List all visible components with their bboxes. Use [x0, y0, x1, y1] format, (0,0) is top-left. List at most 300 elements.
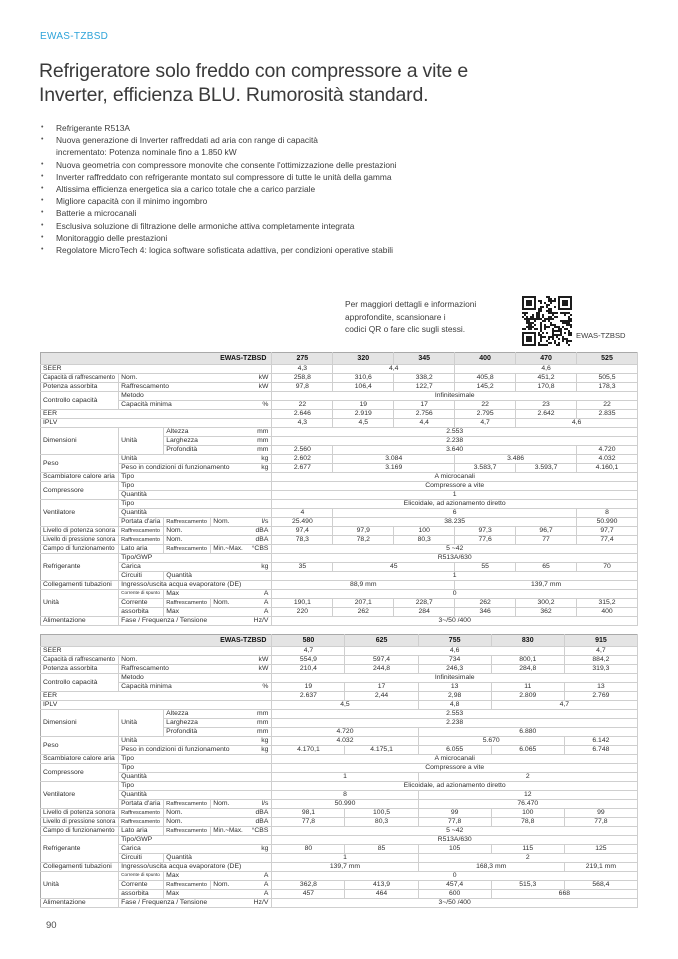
- spec-value-text: 50.990: [334, 800, 356, 807]
- feature-text: Refrigerante R513A: [56, 123, 131, 133]
- size-column-header: 470: [516, 353, 577, 365]
- spec-value-text: 258,8: [293, 374, 311, 381]
- spec-value: [272, 392, 638, 401]
- row-label-text: Unità: [121, 737, 137, 744]
- spec-value: [272, 554, 638, 563]
- spec-value: [564, 737, 637, 746]
- row-label-text: Unità: [121, 455, 137, 462]
- row-label-text: Nom.: [213, 800, 230, 807]
- unit-label: Hz/V: [246, 899, 272, 908]
- spec-value-text: A microcanali: [434, 473, 475, 480]
- row-label: [41, 410, 246, 419]
- spec-value-text: 1: [343, 773, 347, 780]
- spec-value-text: 98,1: [301, 809, 316, 816]
- row-label: [41, 527, 119, 536]
- spec-value-text: 6.748: [592, 746, 610, 753]
- spec-value: [333, 365, 455, 374]
- bullet-icon: •: [41, 209, 44, 217]
- row-label-text: Tipo: [121, 482, 135, 489]
- spec-value-text: 2.560: [293, 446, 311, 453]
- spec-value: [418, 818, 491, 827]
- feature-item: [41, 171, 521, 183]
- spec-row: [41, 674, 638, 683]
- row-label-text: Tipo: [121, 755, 135, 762]
- row-label-text: Potenza assorbita: [43, 665, 98, 672]
- spec-value: [418, 854, 637, 863]
- spec-table: [40, 634, 638, 908]
- row-label-text: Raffrescamento: [166, 882, 207, 888]
- row-label-text: Nom.: [166, 809, 183, 816]
- spec-value: [455, 581, 638, 590]
- unit-label: mm: [246, 437, 272, 446]
- spec-value-text: 100: [418, 527, 430, 534]
- feature-item: [41, 134, 521, 158]
- spec-value-text: 88,9 mm: [350, 581, 377, 588]
- spec-value-text: Elicoidale, ad azionamento diretto: [403, 500, 506, 507]
- spec-row: [41, 464, 638, 473]
- row-label-text: assorbita: [121, 608, 149, 615]
- row-label-text: Raffrescamento: [166, 519, 208, 525]
- spec-value-text: 5 ~42: [446, 827, 464, 834]
- spec-value: [418, 800, 637, 809]
- row-label-text: Metodo: [121, 392, 144, 399]
- spec-value: [418, 773, 637, 782]
- feature-item: [41, 220, 521, 232]
- unit-label: %: [246, 401, 272, 410]
- spec-value: [418, 701, 491, 710]
- spec-value-text: 2.809: [519, 692, 537, 699]
- row-label-text: Compressore: [43, 768, 84, 776]
- spec-value-text: 4,5: [340, 701, 350, 708]
- spec-value-text: 45: [389, 563, 398, 570]
- spec-value: [272, 710, 638, 719]
- spec-value: [272, 845, 345, 854]
- spec-value: [516, 536, 577, 545]
- row-label: [164, 590, 246, 599]
- spec-value: [455, 410, 516, 419]
- spec-row: [41, 845, 638, 854]
- row-label: [119, 473, 246, 482]
- spec-value: [345, 881, 418, 890]
- spec-value-text: 97,4: [295, 527, 309, 534]
- spec-row: [41, 491, 638, 500]
- spec-value-text: 4,7: [559, 701, 570, 708]
- feature-item: [41, 183, 521, 195]
- spec-value-text: 2: [525, 773, 530, 780]
- spec-value: [333, 599, 394, 608]
- unit-label: [246, 692, 272, 701]
- spec-value-text: 451,2: [537, 374, 555, 381]
- row-label-text: Livello di potenza sonora: [43, 527, 116, 534]
- unit-label: l/s: [246, 800, 272, 809]
- spec-value-text: 315,2: [598, 599, 616, 606]
- spec-row: [41, 665, 638, 674]
- spec-value-text: 4.720: [598, 446, 616, 453]
- row-label: [164, 527, 246, 536]
- spec-value-text: 1: [343, 854, 347, 861]
- row-label: [119, 536, 164, 545]
- row-label-text: Collegamenti tubazioni: [43, 581, 112, 588]
- spec-value-text: 170,8: [537, 383, 555, 390]
- row-label-text: Raffrescamento: [166, 801, 207, 807]
- spec-value: [455, 419, 516, 428]
- spec-value: [577, 536, 638, 545]
- spec-value-text: 99: [597, 809, 605, 816]
- row-label: [164, 446, 246, 455]
- spec-row: [41, 419, 638, 428]
- spec-row: [41, 737, 638, 746]
- spec-value-text: 22: [298, 401, 307, 408]
- row-label-text: Max: [166, 590, 180, 597]
- row-label-text: Carica: [121, 845, 141, 852]
- row-label-text: EER: [43, 692, 57, 699]
- spec-value-text: 2: [525, 854, 530, 861]
- row-label: [164, 608, 246, 617]
- spec-value: [272, 728, 418, 737]
- spec-value-text: 65: [542, 563, 550, 570]
- spec-value-text: 2.835: [598, 410, 616, 417]
- row-label-text: Tipo: [121, 500, 135, 507]
- row-label: [119, 854, 164, 863]
- row-label-text: Ingresso/uscita acqua evaporatore (DE): [121, 581, 242, 588]
- row-label: [164, 872, 246, 881]
- unit-label: A: [246, 881, 272, 890]
- spec-value: [272, 854, 418, 863]
- unit-label: A: [246, 890, 272, 899]
- unit-label: %: [246, 683, 272, 692]
- spec-value-text: 800,1: [519, 656, 537, 663]
- feature-text: Altissima efficienza energetica sia a carico totale che a carico parziale: [56, 184, 316, 195]
- spec-value: [272, 410, 333, 419]
- size-column-header: 625: [345, 635, 418, 647]
- spec-value-text: 2.553: [446, 428, 464, 435]
- row-label: [119, 818, 164, 827]
- row-label: [119, 881, 164, 890]
- row-label-text: Corrente: [121, 881, 148, 888]
- size-column-header: 400: [455, 353, 516, 365]
- spec-header-row: [41, 353, 638, 365]
- spec-value-text: 4,3: [297, 419, 308, 426]
- feature-item: [41, 244, 521, 256]
- row-label: [41, 392, 119, 410]
- row-label: [41, 383, 119, 392]
- spec-value: [272, 464, 333, 473]
- bullet-icon: •: [41, 185, 44, 193]
- row-label: [119, 608, 164, 617]
- spec-value-text: 228,7: [415, 599, 433, 606]
- row-label: [41, 755, 119, 764]
- row-label: [119, 755, 246, 764]
- spec-value: [345, 683, 418, 692]
- spec-row: [41, 473, 638, 482]
- row-label: [164, 518, 211, 527]
- row-label-text: Scambiatore calore aria: [43, 473, 115, 480]
- spec-value: [272, 827, 638, 836]
- spec-value-text: Compressore a vite: [425, 764, 485, 771]
- spec-value: [418, 881, 491, 890]
- row-label-text: Livello di pressione sonora: [43, 818, 116, 825]
- spec-value-text: 5.670: [482, 737, 500, 744]
- row-label: [119, 428, 164, 455]
- spec-value: [333, 527, 394, 536]
- bullet-icon: •: [41, 172, 44, 180]
- bullet-icon: •: [41, 197, 44, 205]
- spec-value: [418, 692, 491, 701]
- spec-value: [272, 374, 333, 383]
- unit-label: mm: [246, 710, 272, 719]
- spec-row: [41, 428, 638, 437]
- spec-value-text: 2.646: [293, 410, 311, 417]
- spec-value: [418, 791, 637, 800]
- row-label: [119, 545, 164, 554]
- row-label-text: Potenza assorbita: [43, 383, 98, 390]
- spec-value-text: 106,4: [354, 383, 372, 390]
- row-label-text: Portata d'aria: [121, 800, 161, 807]
- unit-label: kg: [246, 464, 272, 473]
- row-label-text: Controllo capacità: [43, 678, 98, 686]
- row-label-text: Corrente: [121, 599, 148, 606]
- spec-value: [272, 491, 638, 500]
- spec-value: [333, 446, 577, 455]
- spec-value-text: 4,7: [480, 419, 490, 426]
- row-label-text: Metodo: [121, 674, 144, 681]
- spec-row: [41, 755, 638, 764]
- spec-value-text: 4.032: [598, 455, 616, 462]
- row-label-text: Circuiti: [121, 854, 142, 861]
- spec-value-text: 105: [448, 845, 461, 852]
- row-label-text: Raffrescamento: [121, 537, 160, 543]
- unit-label: kW: [246, 374, 272, 383]
- row-label: [119, 674, 246, 683]
- unit-label: [246, 755, 272, 764]
- spec-value: [455, 608, 516, 617]
- qr-note: [345, 298, 476, 336]
- row-label: [119, 392, 246, 401]
- row-label: [41, 419, 246, 428]
- spec-value-text: 220: [296, 608, 309, 615]
- spec-value-text: 568,4: [592, 881, 610, 888]
- unit-label: A: [246, 872, 272, 881]
- spec-value-text: R513A/630: [437, 554, 472, 561]
- spec-value-text: 262: [357, 608, 369, 615]
- feature-item: [41, 195, 521, 207]
- spec-value: [394, 401, 455, 410]
- row-label: [41, 827, 119, 836]
- feature-text: Esclusiva soluzione di filtrazione delle armoniche attiva completamente integrata: [56, 220, 355, 231]
- row-label-text: Dimensioni: [43, 719, 77, 726]
- spec-value: [272, 383, 333, 392]
- unit-label: [246, 491, 272, 500]
- qr-caption: EWAS-TZBSD: [576, 331, 626, 340]
- row-label-text: Tipo/GWP: [121, 554, 153, 561]
- row-label: [41, 818, 119, 827]
- spec-value-text: 2,98: [448, 692, 462, 699]
- spec-value: [272, 755, 638, 764]
- row-label-text: Refrigerante: [43, 563, 81, 570]
- spec-value-text: 100,5: [373, 809, 391, 816]
- spec-value: [418, 656, 491, 665]
- spec-value-text: 3~/50 /400: [438, 899, 471, 906]
- table-model-header: EWAS-TZBSD: [41, 635, 272, 647]
- spec-row: [41, 374, 638, 383]
- qr-code[interactable]: [522, 296, 572, 346]
- spec-value: [564, 746, 637, 755]
- row-label: [41, 836, 119, 863]
- spec-value: [272, 890, 345, 899]
- spec-value: [564, 692, 637, 701]
- spec-value: [564, 818, 637, 827]
- spec-value: [272, 563, 333, 572]
- spec-row: [41, 563, 638, 572]
- spec-value-text: 13: [450, 683, 459, 690]
- row-label: [119, 563, 246, 572]
- bullet-icon: •: [41, 246, 44, 254]
- spec-value: [272, 482, 638, 491]
- row-label: [41, 899, 119, 908]
- spec-value: [333, 509, 577, 518]
- row-label: [41, 737, 119, 755]
- spec-value-text: 4,6: [449, 647, 460, 654]
- row-label-text: Quantità: [166, 854, 192, 861]
- spec-value-text: 284: [418, 608, 430, 615]
- row-label-text: Min.~Max.: [213, 827, 243, 834]
- spec-value: [272, 428, 638, 437]
- spec-value-text: 97,9: [356, 527, 370, 534]
- spec-value-text: 178,3: [598, 383, 616, 390]
- row-label: [164, 536, 246, 545]
- row-label-text: Tipo/GWP: [121, 836, 153, 843]
- spec-row: [41, 701, 638, 710]
- row-label: [41, 692, 246, 701]
- spec-row: [41, 518, 638, 527]
- row-label: [119, 872, 164, 881]
- unit-label: [246, 701, 272, 710]
- spec-value: [272, 764, 638, 773]
- spec-value: [272, 863, 418, 872]
- spec-value-text: Infinitesimale: [434, 392, 475, 399]
- spec-value-text: 3.169: [385, 464, 403, 471]
- row-label-text: Livello di pressione sonora: [43, 536, 116, 543]
- spec-value: [272, 500, 638, 509]
- spec-value-text: 2.553: [446, 710, 464, 717]
- spec-value-text: 6.055: [446, 746, 464, 753]
- spec-row: [41, 647, 638, 656]
- row-label-text: Compressore: [43, 486, 84, 494]
- row-label: [119, 836, 246, 845]
- spec-value-text: 78,3: [295, 536, 309, 543]
- spec-value-text: 2.756: [415, 410, 433, 417]
- row-label-text: Campo di funzionamento: [43, 545, 115, 552]
- spec-value-text: 3.084: [385, 455, 403, 462]
- model-code-heading: EWAS-TZBSD: [40, 31, 109, 42]
- bullet-icon: •: [41, 124, 44, 131]
- spec-value-text: A microcanali: [434, 755, 475, 762]
- row-label: [211, 545, 246, 554]
- unit-label: mm: [246, 428, 272, 437]
- row-label: [119, 800, 164, 809]
- spec-row: [41, 590, 638, 599]
- row-label: [41, 665, 119, 674]
- spec-value: [564, 863, 637, 872]
- row-label-text: SEER: [43, 647, 62, 654]
- row-label-text: Nom.: [121, 656, 138, 663]
- spec-value: [333, 518, 577, 527]
- spec-value-text: 96,7: [539, 527, 553, 534]
- spec-value-text: 597,4: [373, 656, 391, 663]
- size-column-header: 915: [564, 635, 637, 647]
- spec-value: [272, 719, 638, 728]
- spec-value-text: 600: [448, 890, 461, 897]
- qr-note-line: approfondite, scansionare i: [345, 311, 446, 322]
- spec-value: [394, 419, 455, 428]
- spec-value: [394, 527, 455, 536]
- size-column-header: 580: [272, 635, 345, 647]
- spec-value-text: 4: [300, 509, 305, 516]
- row-label: [119, 665, 246, 674]
- spec-value-text: Compressore a vite: [425, 482, 485, 489]
- spec-value: [272, 545, 638, 554]
- spec-value-text: 457: [302, 890, 315, 897]
- unit-label: kg: [246, 563, 272, 572]
- row-label-text: Nom.: [166, 536, 183, 543]
- row-label: [119, 599, 164, 608]
- spec-row: [41, 863, 638, 872]
- spec-value-text: 554,9: [299, 656, 317, 663]
- size-column-header: 345: [394, 353, 455, 365]
- feature-item: [41, 207, 521, 219]
- spec-value: [272, 509, 333, 518]
- spec-value-text: 4,7: [303, 647, 314, 654]
- row-label: [164, 437, 246, 446]
- spec-value: [418, 683, 491, 692]
- spec-value: [455, 383, 516, 392]
- row-label: [119, 401, 246, 410]
- spec-value-text: 190,1: [293, 599, 311, 606]
- row-label: [119, 899, 246, 908]
- row-label-text: Unità: [43, 599, 59, 606]
- spec-value-text: 97,8: [295, 383, 309, 390]
- page-title: [39, 60, 468, 107]
- spec-row: [41, 500, 638, 509]
- row-label: [164, 854, 246, 863]
- row-label-text: IPLV: [43, 701, 58, 708]
- unit-label: [246, 791, 272, 800]
- spec-value: [455, 527, 516, 536]
- spec-row: [41, 764, 638, 773]
- spec-value: [272, 365, 333, 374]
- row-label-text: Nom.: [166, 818, 183, 825]
- unit-label: [246, 674, 272, 683]
- row-label: [119, 590, 164, 599]
- spec-value-text: 4,5: [358, 419, 368, 426]
- spec-value: [272, 455, 333, 464]
- spec-value: [272, 800, 418, 809]
- spec-value: [418, 890, 491, 899]
- row-label: [119, 500, 246, 509]
- spec-row: [41, 554, 638, 563]
- spec-value: [577, 446, 638, 455]
- unit-label: [246, 782, 272, 791]
- spec-value: [272, 899, 638, 908]
- unit-label: [246, 500, 272, 509]
- spec-value: [418, 728, 637, 737]
- spec-value-text: 78,2: [356, 536, 370, 543]
- row-label: [164, 572, 246, 581]
- spec-value: [272, 581, 455, 590]
- row-label-text: Peso: [43, 741, 59, 749]
- row-label-text: Capacità minima: [121, 683, 172, 690]
- row-label-text: Capacità minima: [121, 401, 172, 408]
